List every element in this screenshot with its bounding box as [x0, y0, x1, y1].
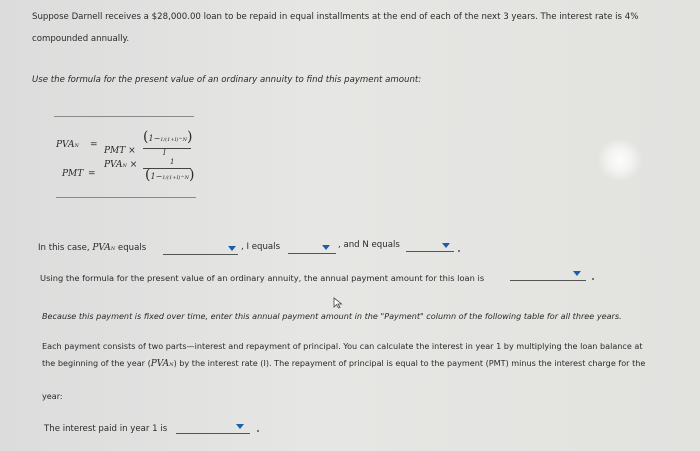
- formula-numerator-one: 1: [170, 158, 175, 166]
- note-text: Because this payment is fixed over time, enter this annual payment amount in the "Payment" column of the following table for all three years.: [42, 311, 622, 321]
- formula-fraction-bar-1: [143, 148, 191, 149]
- q3-text: The interest paid in year 1 is: [44, 424, 168, 434]
- q1-i-label: , I equals: [241, 242, 281, 252]
- problem-line-2: compounded annually.: [32, 34, 130, 44]
- q2-text: Using the formula for the present value of an ordinary annuity, the annual payment amount for this loan is: [40, 273, 485, 283]
- formula-denominator-i: I: [163, 149, 166, 157]
- formula-annuity-factor-denominator: (1−1/(1+I)^N): [145, 167, 195, 183]
- payment-dropdown[interactable]: [510, 280, 586, 281]
- period-mark: [257, 430, 259, 432]
- chevron-down-icon[interactable]: [228, 246, 236, 251]
- n-dropdown[interactable]: [406, 251, 454, 252]
- screen-glare: [595, 140, 645, 180]
- q1-n-label: , and N equals: [338, 240, 400, 250]
- formula-equals-2: =: [88, 169, 96, 179]
- chevron-down-icon[interactable]: [442, 243, 450, 248]
- formula-equals-1: =: [90, 140, 98, 150]
- interest-rate-dropdown[interactable]: [288, 253, 336, 254]
- formula-pmt: PMT: [62, 169, 84, 179]
- explain-line-2: the beginning of the year (PVAN) by the interest rate (I). The repayment of principal is equal to the payment (PMT) minus the interest charge for the: [42, 358, 646, 369]
- interest-year1-dropdown[interactable]: [176, 433, 250, 434]
- formula-pva-times: PVAN ×: [104, 160, 138, 170]
- chevron-down-icon[interactable]: [322, 245, 330, 250]
- period-mark: [458, 250, 460, 252]
- formula-bottom-rule: [56, 197, 196, 198]
- chevron-down-icon[interactable]: [573, 271, 581, 276]
- q1-prefix: In this case, PVAN equals: [38, 243, 147, 253]
- instruction-text: Use the formula for the present value of an ordinary annuity to find this payment amount:: [32, 75, 422, 85]
- explain-line-3: year:: [42, 391, 63, 401]
- formula-pva: PVAN: [56, 140, 79, 150]
- explain-line-1: Each payment consists of two parts—interest and repayment of principal. You can calculate the interest in year 1 by multiplying the loan balance at: [42, 341, 643, 351]
- period-mark: [592, 278, 594, 280]
- formula-pmt-times: PMT ×: [104, 146, 136, 156]
- formula-top-rule: [54, 116, 194, 117]
- formula-annuity-factor-numerator: (1−1/(1+I)^N): [143, 129, 193, 145]
- chevron-down-icon[interactable]: [236, 424, 244, 429]
- pva-dropdown[interactable]: [163, 254, 238, 255]
- problem-line-1: Suppose Darnell receives a $28,000.00 loan to be repaid in equal installments at the end of each of the next 3 years. The interest rate is 4%: [32, 12, 639, 22]
